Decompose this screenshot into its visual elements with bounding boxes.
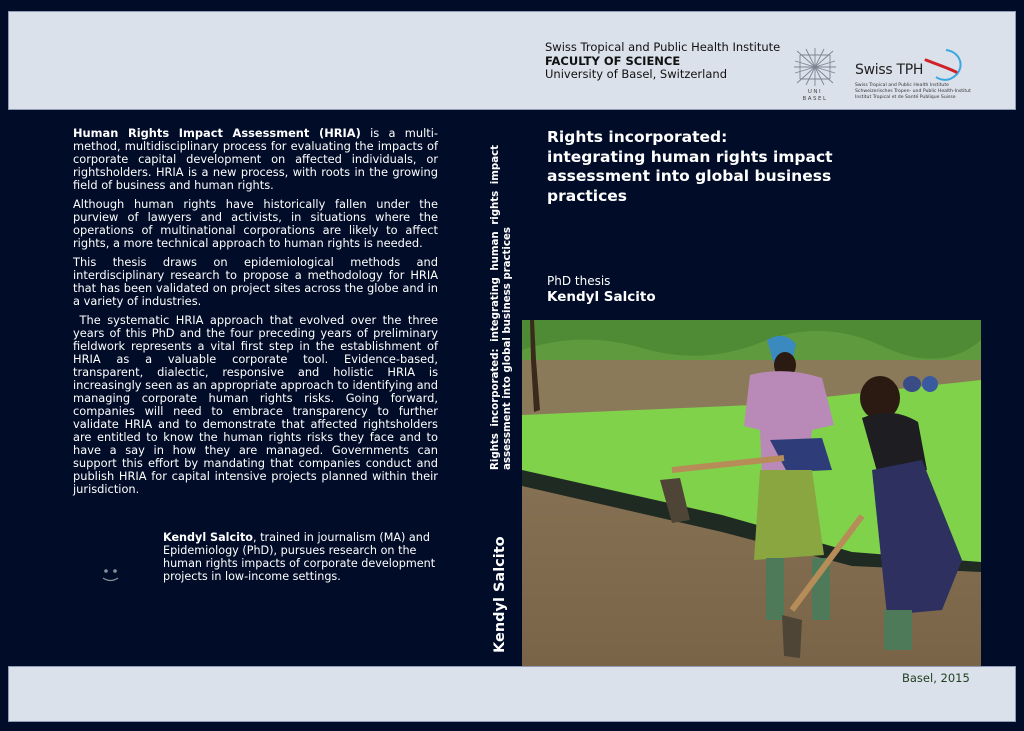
spine-author: Kendyl Salcito: [492, 536, 508, 653]
institute-name: Swiss Tropical and Public Health Institute: [545, 40, 781, 54]
two-women-hoeing-field-photo: [522, 320, 981, 666]
swiss-tph-logo: [854, 48, 974, 104]
cover-photo: [522, 320, 981, 666]
front-title: Rights incorporated: integrating human rights impact assessment into global business practices: [547, 128, 833, 205]
uni-label: UNI: [807, 89, 823, 95]
footer-band: [8, 666, 1016, 722]
thesis-type: PhD thesis: [547, 274, 611, 288]
spine-title-line-1: Rights incorporated: integrating human rights impact: [490, 145, 501, 470]
swiss-tph-swoosh-icon: [922, 48, 968, 82]
university-name: University of Basel, Switzerland: [545, 67, 727, 81]
swiss-tph-name: Swiss TPH: [855, 62, 924, 78]
faculty-name: FACULTY OF SCIENCE: [545, 53, 681, 68]
basel-label: BASEL: [802, 96, 828, 102]
smiley-face-icon: [100, 565, 122, 585]
abstract-paragraph-1: Human Rights Impact Assessment (HRIA) is a multi-method, multidisciplinary process for evaluating the impacts of corporate capital development on affected individuals, or rightsholders. HRIA is a new process, with roots in the growing field of business and human rights.: [73, 126, 438, 192]
abstract-paragraph-3: This thesis draws on epidemiological methods and interdisciplinary research to propose a methodology for HRIA that has been validated on project sites across the globe and in a variety of industries.: [73, 255, 438, 308]
back-cover-abstract: [73, 126, 442, 502]
abstract-paragraph-2: Although human rights have historically fallen under the purview of lawyers and activists, in situations where the operations of multinational corporations are likely to affect rights, a more technical approach to human rights is needed.: [73, 197, 438, 250]
abstract-paragraph-4: The systematic HRIA approach that evolved over the three years of this PhD and the four preceding years of preliminary fieldwork represents a vital first step in the establishment of HRIA as a valuable corporate tool. Evidence-based, transparent, dialectic, responsive and holistic HRIA is increasingly seen as an appropriate approach to identifying and managing corporate human rights risks. Going forward, companies will need to embrace transparency to further validate HRIA and to demonstrate that affected rightsholders are entitled to know the human rights risks they face and to have a say in how they are managed. Governments can support this effort by mandating that companies conduct and publish HRIA for capital intensive projects planned within their jurisdiction.: [73, 313, 442, 496]
author-bio: Kendyl Salcito, trained in journalism (MA) and Epidemiology (PhD), pursues research on the human rights impacts of corporate development projects in low-income settings.: [163, 531, 436, 583]
place-year: Basel, 2015: [902, 671, 970, 685]
uni-basel-star-lattice-icon: [792, 47, 838, 87]
uni-basel-logo: [792, 47, 838, 103]
spine-title-line-2: assessment into global business practices: [502, 227, 513, 470]
swiss-tph-subtitle: Swiss Tropical and Public Health Institute Schweizerisches Tropen- und Public Health-Institut Institut Tropical et de Santé Publique Suisse: [855, 83, 971, 100]
institution-block: [545, 41, 780, 82]
front-author: Kendyl Salcito: [547, 289, 656, 305]
bio-author-name: Kendyl Salcito: [163, 531, 253, 544]
